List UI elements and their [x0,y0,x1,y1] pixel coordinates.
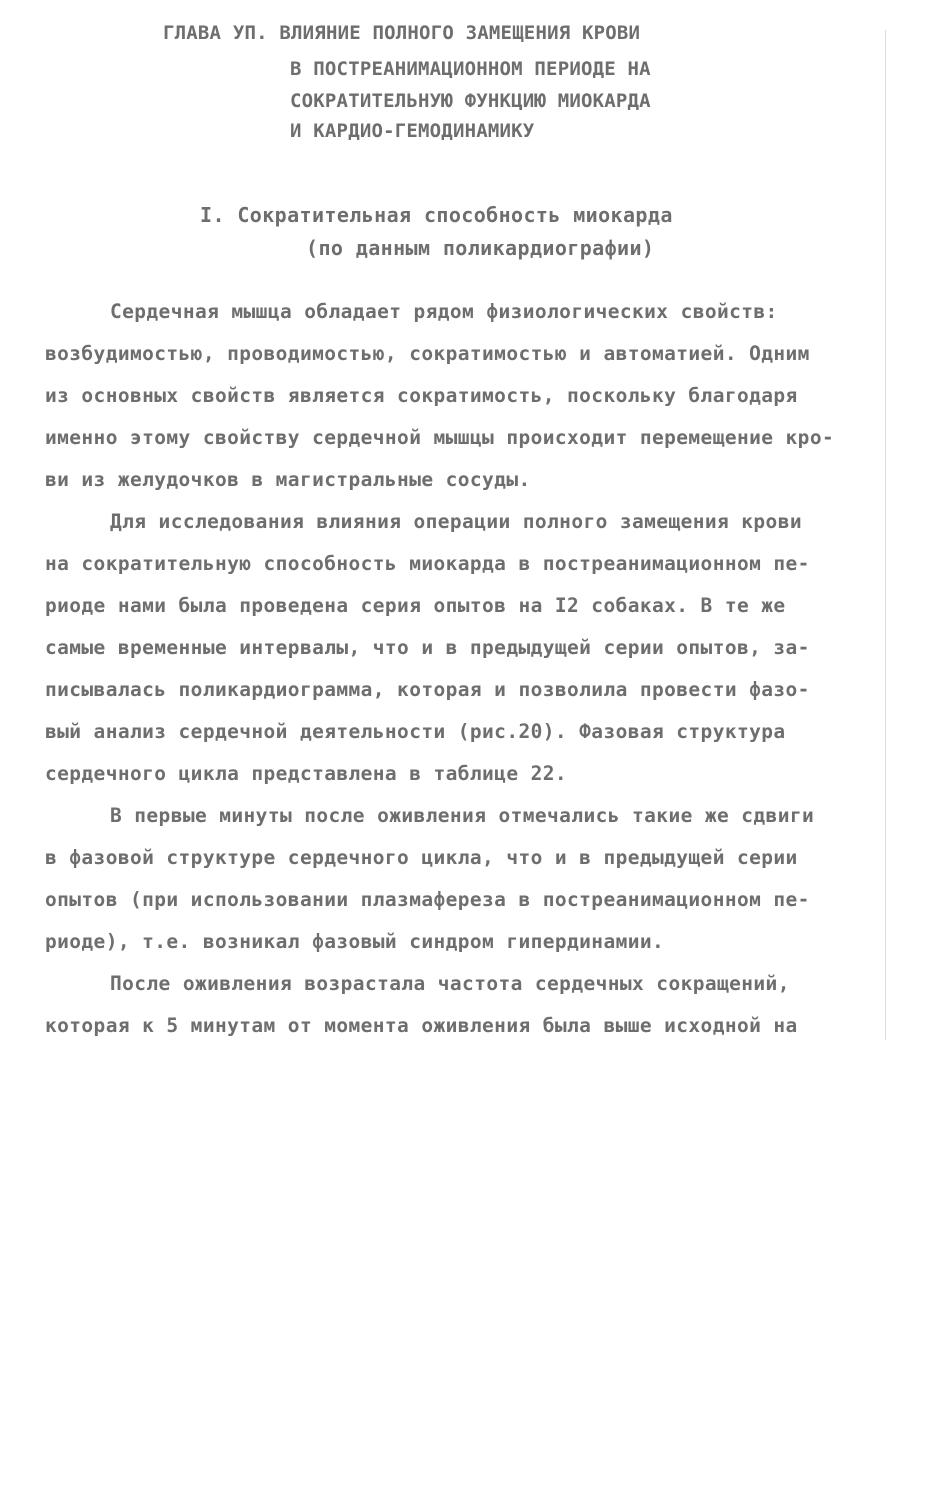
margin-rule [885,30,886,1040]
body-line: В первые минуты после оживления отмечались такие же сдвиги [110,804,815,827]
body-line: Для исследования влияния операции полного замещения крови [110,510,802,533]
body-line: ви из желудочков в магистральные сосуды. [45,468,531,491]
chapter-heading-line: И КАРДИО-ГЕМОДИНАМИКУ [290,120,535,142]
body-line: опытов (при использовании плазмафереза в постреанимационном пе- [45,888,810,911]
section-heading-line: (по данным поликардиографии) [306,236,655,260]
body-line: возбудимостью, проводимостью, сократимостью и автоматией. Одним [45,342,810,365]
body-line: вый анализ сердечной деятельности (рис.20). Фазовая структура [45,720,786,743]
body-line: в фазовой структуре сердечного цикла, что и в предыдущей серии [45,846,798,869]
body-line: самые временные интервалы, что и в предыдущей серии опытов, за- [45,636,810,659]
chapter-heading-line: ГЛАВА УП. ВЛИЯНИЕ ПОЛНОГО ЗАМЕЩЕНИЯ КРОВИ [163,22,641,44]
body-line: риоде нами была проведена серия опытов на I2 собаках. В те же [45,594,786,617]
section-heading-line: I. Сократительная способность миокарда [200,203,673,227]
body-line: писывалась поликардиограмма, которая и позволила провести фазо- [45,678,810,701]
body-line: на сократительную способность миокарда в постреанимационном пе- [45,552,810,575]
body-line: Сердечная мышца обладает рядом физиологических свойств: [110,300,778,323]
body-line: сердечного цикла представлена в таблице 22. [45,762,568,785]
chapter-heading-line: СОКРАТИТЕЛЬНУЮ ФУНКЦИЮ МИОКАРДА [290,90,651,112]
body-line: из основных свойств является сократимость, поскольку благодаря [45,384,798,407]
body-line: После оживления возрастала частота сердечных сокращений, [110,972,790,995]
body-line: именно этому свойству сердечной мышцы происходит перемещение кро- [45,426,835,449]
chapter-heading-line: В ПОСТРЕАНИМАЦИОННОМ ПЕРИОДЕ НА [290,58,651,80]
body-line: риоде), т.е. возникал фазовый синдром гипердинамии. [45,930,665,953]
body-line: которая к 5 минутам от момента оживления была выше исходной на [45,1014,798,1037]
